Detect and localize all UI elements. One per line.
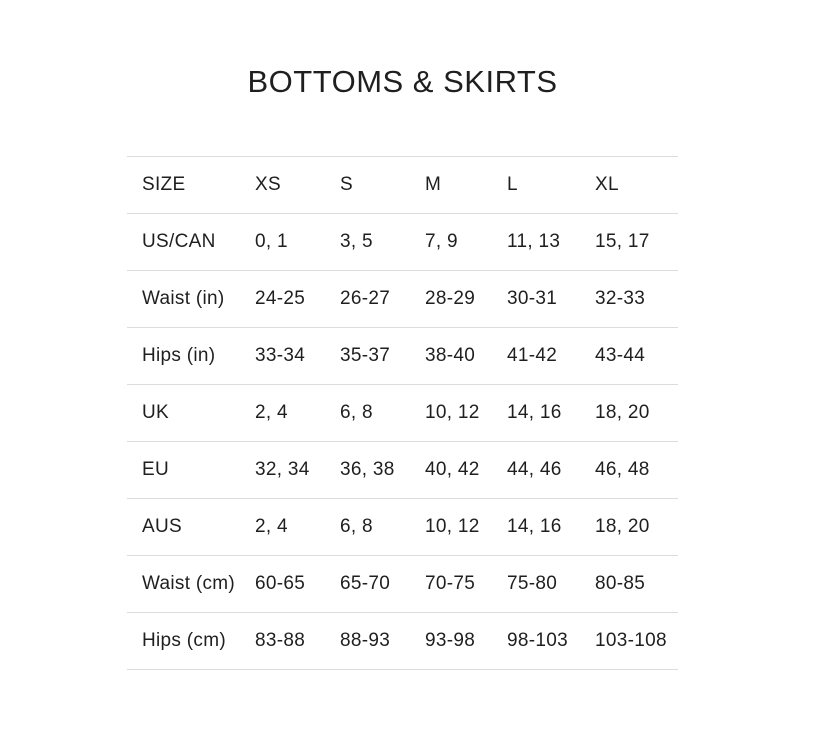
row-label: Hips (cm) [142, 630, 226, 651]
size-cell: 11, 13 [507, 231, 561, 252]
size-cell: 33-34 [255, 345, 306, 366]
size-cell: 18, 20 [595, 402, 650, 423]
size-cell: 43-44 [595, 345, 646, 366]
table-row [127, 499, 678, 556]
column-header-size: SIZE [142, 174, 186, 195]
column-header-xl: XL [595, 174, 619, 195]
size-cell: 14, 16 [507, 516, 562, 537]
size-cell: 30-31 [507, 288, 558, 309]
size-cell: 60-65 [255, 573, 306, 594]
size-cell: 2, 4 [255, 402, 288, 423]
row-label: UK [142, 402, 169, 423]
size-cell: 35-37 [340, 345, 391, 366]
size-cell: 36, 38 [340, 459, 395, 480]
size-cell: 75-80 [507, 573, 558, 594]
table-row [127, 442, 678, 499]
size-chart-title: BOTTOMS & SKIRTS [247, 64, 558, 99]
size-chart-section [127, 0, 678, 670]
size-cell: 98-103 [507, 630, 568, 651]
size-cell: 38-40 [425, 345, 476, 366]
size-cell: 3, 5 [340, 231, 373, 252]
row-label: EU [142, 459, 169, 480]
size-cell: 83-88 [255, 630, 306, 651]
column-header-xs: XS [255, 174, 281, 195]
column-header-s: S [340, 174, 353, 195]
table-row [127, 271, 678, 328]
row-label: Waist (in) [142, 288, 225, 309]
table-row [127, 328, 678, 385]
size-cell: 88-93 [340, 630, 391, 651]
size-cell: 10, 12 [425, 516, 480, 537]
table-row [127, 214, 678, 271]
size-cell: 44, 46 [507, 459, 562, 480]
row-label: US/CAN [142, 231, 216, 252]
size-cell: 93-98 [425, 630, 476, 651]
size-cell: 6, 8 [340, 402, 373, 423]
size-cell: 7, 9 [425, 231, 458, 252]
size-cell: 28-29 [425, 288, 476, 309]
column-header-m: M [425, 174, 442, 195]
size-cell: 6, 8 [340, 516, 373, 537]
size-cell: 41-42 [507, 345, 558, 366]
size-cell: 46, 48 [595, 459, 650, 480]
size-cell: 26-27 [340, 288, 391, 309]
size-cell: 2, 4 [255, 516, 288, 537]
size-cell: 65-70 [340, 573, 391, 594]
size-cell: 15, 17 [595, 231, 650, 252]
size-cell: 103-108 [595, 630, 667, 651]
size-chart-body [127, 214, 678, 670]
header-row [127, 157, 678, 214]
column-header-l: L [507, 174, 518, 195]
size-cell: 32, 34 [255, 459, 310, 480]
size-cell: 32-33 [595, 288, 646, 309]
row-label: Hips (in) [142, 345, 216, 366]
size-cell: 70-75 [425, 573, 476, 594]
size-cell: 80-85 [595, 573, 646, 594]
size-cell: 14, 16 [507, 402, 562, 423]
table-row [127, 385, 678, 442]
size-chart-table [127, 156, 678, 670]
size-cell: 18, 20 [595, 516, 650, 537]
table-row [127, 556, 678, 613]
row-label: AUS [142, 516, 182, 537]
size-cell: 40, 42 [425, 459, 480, 480]
size-cell: 24-25 [255, 288, 306, 309]
size-cell: 0, 1 [255, 231, 288, 252]
size-cell: 10, 12 [425, 402, 480, 423]
row-label: Waist (cm) [142, 573, 236, 594]
table-row [127, 613, 678, 670]
